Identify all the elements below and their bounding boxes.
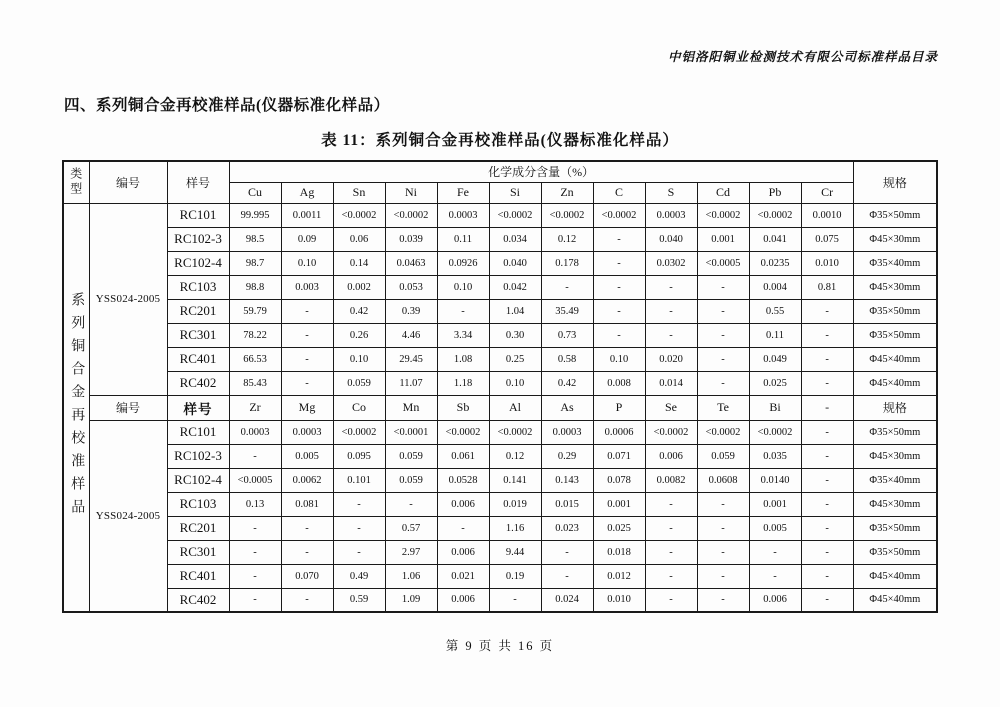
value-cell: 0.42	[541, 371, 593, 395]
value-cell: -	[593, 323, 645, 347]
value-cell: -	[749, 564, 801, 588]
element-header: Cu	[229, 182, 281, 203]
value-cell: 0.025	[749, 371, 801, 395]
value-cell: -	[437, 516, 489, 540]
value-cell: 0.14	[333, 251, 385, 275]
value-cell: 0.11	[749, 323, 801, 347]
table-row	[63, 540, 937, 564]
value-cell: 0.071	[593, 444, 645, 468]
element-header: Co	[333, 395, 385, 420]
sample-column-header: 样号	[167, 161, 229, 203]
value-cell: <0.0002	[541, 203, 593, 227]
value-cell: 11.07	[385, 371, 437, 395]
value-cell: 0.024	[541, 588, 593, 612]
spec-cell: Φ35×50mm	[853, 323, 937, 347]
value-cell: 0.005	[281, 444, 333, 468]
element-header: P	[593, 395, 645, 420]
value-cell: 0.26	[333, 323, 385, 347]
value-cell: -	[697, 347, 749, 371]
value-cell: 0.06	[333, 227, 385, 251]
value-cell: 0.10	[281, 251, 333, 275]
spec-cell: Φ45×40mm	[853, 347, 937, 371]
value-cell: 0.041	[749, 227, 801, 251]
value-cell: -	[489, 588, 541, 612]
element-header: Te	[697, 395, 749, 420]
value-cell: -	[229, 444, 281, 468]
value-cell: 98.5	[229, 227, 281, 251]
sample-number: RC102-4	[167, 251, 229, 275]
value-cell: 0.059	[333, 371, 385, 395]
value-cell: -	[645, 492, 697, 516]
value-cell: -	[593, 299, 645, 323]
spec-column-header: 规格	[853, 395, 937, 420]
value-cell: 0.0003	[541, 420, 593, 444]
value-cell: 0.006	[749, 588, 801, 612]
value-cell: 78.22	[229, 323, 281, 347]
value-cell: <0.0005	[229, 468, 281, 492]
value-cell: 35.49	[541, 299, 593, 323]
spec-cell: Φ35×50mm	[853, 540, 937, 564]
spec-cell: Φ35×40mm	[853, 251, 937, 275]
value-cell: 0.006	[437, 492, 489, 516]
value-cell: -	[801, 540, 853, 564]
value-cell: 0.12	[541, 227, 593, 251]
element-header: Mn	[385, 395, 437, 420]
table-row	[63, 444, 937, 468]
value-cell: -	[229, 564, 281, 588]
table-row	[63, 588, 937, 612]
catalog-number: YSS024-2005	[89, 420, 167, 612]
value-cell: 0.001	[593, 492, 645, 516]
value-cell: 0.081	[281, 492, 333, 516]
table-row	[63, 203, 937, 227]
value-cell: 0.0140	[749, 468, 801, 492]
value-cell: 0.0082	[645, 468, 697, 492]
spec-cell: Φ45×30mm	[853, 444, 937, 468]
id-column-header: 编号	[89, 161, 167, 203]
value-cell: 0.0062	[281, 468, 333, 492]
value-cell: -	[541, 564, 593, 588]
value-cell: -	[645, 516, 697, 540]
value-cell: 0.095	[333, 444, 385, 468]
composition-header: 化学成分含量（%）	[229, 161, 853, 182]
element-header: Sn	[333, 182, 385, 203]
value-cell: 0.0010	[801, 203, 853, 227]
value-cell: -	[645, 299, 697, 323]
value-cell: <0.0002	[333, 420, 385, 444]
value-cell: <0.0002	[385, 203, 437, 227]
table-row	[63, 251, 937, 275]
sample-number: RC301	[167, 323, 229, 347]
value-cell: -	[229, 588, 281, 612]
value-cell: 4.46	[385, 323, 437, 347]
table-row	[63, 564, 937, 588]
value-cell: 0.025	[593, 516, 645, 540]
value-cell: 0.005	[749, 516, 801, 540]
value-cell: -	[697, 323, 749, 347]
value-cell: -	[801, 444, 853, 468]
spec-cell: Φ45×40mm	[853, 371, 937, 395]
value-cell: 0.059	[385, 468, 437, 492]
value-cell: 98.7	[229, 251, 281, 275]
value-cell: 9.44	[489, 540, 541, 564]
value-cell: 3.34	[437, 323, 489, 347]
value-cell: 0.002	[333, 275, 385, 299]
table-row	[63, 275, 937, 299]
value-cell: 0.0235	[749, 251, 801, 275]
value-cell: 0.021	[437, 564, 489, 588]
value-cell: 0.059	[385, 444, 437, 468]
value-cell: <0.0002	[593, 203, 645, 227]
value-cell: 0.09	[281, 227, 333, 251]
value-cell: 0.001	[697, 227, 749, 251]
element-header: Bi	[749, 395, 801, 420]
value-cell: 1.09	[385, 588, 437, 612]
value-cell: -	[645, 588, 697, 612]
value-cell: 0.73	[541, 323, 593, 347]
value-cell: 0.020	[645, 347, 697, 371]
spec-cell: Φ35×50mm	[853, 420, 937, 444]
value-cell: 0.023	[541, 516, 593, 540]
spec-cell: Φ45×30mm	[853, 492, 937, 516]
value-cell: -	[281, 371, 333, 395]
value-cell: -	[801, 468, 853, 492]
table-row	[63, 371, 937, 395]
element-header: S	[645, 182, 697, 203]
value-cell: 0.25	[489, 347, 541, 371]
value-cell: 0.018	[593, 540, 645, 564]
value-cell: -	[281, 299, 333, 323]
element-header: Pb	[749, 182, 801, 203]
value-cell: 0.0003	[645, 203, 697, 227]
table-row	[63, 347, 937, 371]
type-column-header: 类型	[63, 161, 89, 203]
sample-number: RC102-3	[167, 227, 229, 251]
value-cell: 66.53	[229, 347, 281, 371]
header-row-1	[63, 161, 937, 182]
value-cell: 0.019	[489, 492, 541, 516]
value-cell: 0.10	[593, 347, 645, 371]
value-cell: -	[593, 227, 645, 251]
value-cell: 1.16	[489, 516, 541, 540]
value-cell: 0.0003	[229, 420, 281, 444]
value-cell: -	[697, 564, 749, 588]
table-row	[63, 492, 937, 516]
spec-cell: Φ45×30mm	[853, 275, 937, 299]
value-cell: 1.04	[489, 299, 541, 323]
element-header: Ni	[385, 182, 437, 203]
value-cell: 0.29	[541, 444, 593, 468]
spec-cell: Φ45×40mm	[853, 588, 937, 612]
value-cell: 0.10	[489, 371, 541, 395]
value-cell: <0.0002	[333, 203, 385, 227]
value-cell: -	[281, 588, 333, 612]
element-header: As	[541, 395, 593, 420]
mid-header-row	[63, 395, 937, 420]
value-cell: 0.57	[385, 516, 437, 540]
value-cell: 0.0608	[697, 468, 749, 492]
value-cell: -	[801, 492, 853, 516]
value-cell: -	[593, 275, 645, 299]
sample-number: RC402	[167, 588, 229, 612]
value-cell: 0.061	[437, 444, 489, 468]
value-cell: 0.0006	[593, 420, 645, 444]
type-label: 系列铜合金再校准样品	[63, 203, 89, 612]
value-cell: 0.070	[281, 564, 333, 588]
value-cell: -	[385, 492, 437, 516]
value-cell: 0.078	[593, 468, 645, 492]
value-cell: 0.30	[489, 323, 541, 347]
value-cell: -	[697, 371, 749, 395]
value-cell: -	[333, 492, 385, 516]
spec-cell: Φ45×30mm	[853, 227, 937, 251]
value-cell: -	[333, 540, 385, 564]
value-cell: 0.0003	[281, 420, 333, 444]
value-cell: 0.0463	[385, 251, 437, 275]
value-cell: -	[541, 275, 593, 299]
value-cell: 0.55	[749, 299, 801, 323]
value-cell: 0.034	[489, 227, 541, 251]
element-header: Se	[645, 395, 697, 420]
value-cell: 0.59	[333, 588, 385, 612]
value-cell: -	[801, 371, 853, 395]
value-cell: 0.003	[281, 275, 333, 299]
element-header: Sb	[437, 395, 489, 420]
spec-cell: Φ45×40mm	[853, 564, 937, 588]
value-cell: 0.42	[333, 299, 385, 323]
element-header: C	[593, 182, 645, 203]
sample-number: RC301	[167, 540, 229, 564]
value-cell: 98.8	[229, 275, 281, 299]
value-cell: 0.0528	[437, 468, 489, 492]
sample-number: RC103	[167, 275, 229, 299]
value-cell: 0.008	[593, 371, 645, 395]
value-cell: <0.0002	[437, 420, 489, 444]
value-cell: -	[801, 347, 853, 371]
table-row	[63, 323, 937, 347]
value-cell: 0.006	[437, 588, 489, 612]
value-cell: -	[281, 540, 333, 564]
value-cell: -	[593, 251, 645, 275]
value-cell: 1.18	[437, 371, 489, 395]
value-cell: 0.141	[489, 468, 541, 492]
element-header: Ag	[281, 182, 333, 203]
sample-number: RC103	[167, 492, 229, 516]
value-cell: -	[541, 540, 593, 564]
sample-number: RC102-4	[167, 468, 229, 492]
table-row	[63, 420, 937, 444]
value-cell: 0.81	[801, 275, 853, 299]
value-cell: 0.0003	[437, 203, 489, 227]
spec-column-header: 规格	[853, 161, 937, 203]
value-cell: -	[697, 516, 749, 540]
page-number: 第 9 页 共 16 页	[445, 639, 555, 653]
value-cell: <0.0001	[385, 420, 437, 444]
value-cell: -	[697, 492, 749, 516]
value-cell: -	[801, 323, 853, 347]
value-cell: -	[645, 564, 697, 588]
value-cell: -	[801, 420, 853, 444]
value-cell: 0.006	[437, 540, 489, 564]
value-cell: -	[801, 588, 853, 612]
doc-header: 中铝洛阳铜业检测技术有限公司标准样品目录	[667, 50, 938, 64]
value-cell: <0.0002	[749, 203, 801, 227]
value-cell: 0.13	[229, 492, 281, 516]
value-cell: 0.006	[645, 444, 697, 468]
value-cell: 0.10	[333, 347, 385, 371]
element-header: Zn	[541, 182, 593, 203]
spec-cell: Φ35×50mm	[853, 203, 937, 227]
value-cell: 0.010	[593, 588, 645, 612]
value-cell: 0.39	[385, 299, 437, 323]
value-cell: 0.178	[541, 251, 593, 275]
value-cell: -	[281, 347, 333, 371]
value-cell: -	[645, 540, 697, 564]
value-cell: 0.0926	[437, 251, 489, 275]
value-cell: -	[229, 516, 281, 540]
value-cell: -	[801, 564, 853, 588]
spec-cell: Φ35×40mm	[853, 468, 937, 492]
value-cell: -	[749, 540, 801, 564]
value-cell: 0.059	[697, 444, 749, 468]
table-row	[63, 516, 937, 540]
value-cell: 0.040	[645, 227, 697, 251]
value-cell: 1.08	[437, 347, 489, 371]
value-cell: 0.0011	[281, 203, 333, 227]
element-header: Al	[489, 395, 541, 420]
element-header: -	[801, 395, 853, 420]
value-cell: 0.11	[437, 227, 489, 251]
table-row	[63, 299, 937, 323]
sample-number: RC201	[167, 516, 229, 540]
value-cell: -	[281, 516, 333, 540]
value-cell: -	[697, 540, 749, 564]
element-header: Zr	[229, 395, 281, 420]
value-cell: 85.43	[229, 371, 281, 395]
value-cell: 59.79	[229, 299, 281, 323]
value-cell: 0.10	[437, 275, 489, 299]
element-header: Cd	[697, 182, 749, 203]
value-cell: 0.040	[489, 251, 541, 275]
sample-table-body	[63, 203, 937, 612]
sample-number: RC402	[167, 371, 229, 395]
element-header: Si	[489, 182, 541, 203]
value-cell: 0.143	[541, 468, 593, 492]
spec-cell: Φ35×50mm	[853, 516, 937, 540]
value-cell: <0.0002	[489, 203, 541, 227]
value-cell: 1.06	[385, 564, 437, 588]
sample-number: RC401	[167, 347, 229, 371]
value-cell: <0.0002	[645, 420, 697, 444]
value-cell: 0.012	[593, 564, 645, 588]
id-column-header: 编号	[89, 395, 167, 420]
sample-number: RC102-3	[167, 444, 229, 468]
value-cell: 0.035	[749, 444, 801, 468]
value-cell: 0.001	[749, 492, 801, 516]
value-cell: -	[281, 323, 333, 347]
value-cell: <0.0002	[489, 420, 541, 444]
value-cell: 0.010	[801, 251, 853, 275]
element-header: Cr	[801, 182, 853, 203]
table-row	[63, 468, 937, 492]
sample-number: RC101	[167, 203, 229, 227]
value-cell: 99.995	[229, 203, 281, 227]
catalog-number: YSS024-2005	[89, 203, 167, 395]
value-cell: -	[697, 275, 749, 299]
value-cell: -	[801, 299, 853, 323]
value-cell: -	[801, 516, 853, 540]
value-cell: -	[645, 323, 697, 347]
value-cell: <0.0005	[697, 251, 749, 275]
value-cell: 0.075	[801, 227, 853, 251]
value-cell: 0.015	[541, 492, 593, 516]
element-header: Fe	[437, 182, 489, 203]
sample-number: RC401	[167, 564, 229, 588]
value-cell: 0.042	[489, 275, 541, 299]
sample-column-header: 样号	[167, 395, 229, 420]
value-cell: -	[333, 516, 385, 540]
sample-number: RC201	[167, 299, 229, 323]
value-cell: 0.19	[489, 564, 541, 588]
element-header: Mg	[281, 395, 333, 420]
value-cell: 2.97	[385, 540, 437, 564]
value-cell: 0.039	[385, 227, 437, 251]
value-cell: -	[437, 299, 489, 323]
value-cell: <0.0002	[697, 420, 749, 444]
value-cell: 0.0302	[645, 251, 697, 275]
value-cell: 0.101	[333, 468, 385, 492]
spec-cell: Φ35×50mm	[853, 299, 937, 323]
value-cell: 0.12	[489, 444, 541, 468]
table-row	[63, 227, 937, 251]
value-cell: 29.45	[385, 347, 437, 371]
value-cell: <0.0002	[697, 203, 749, 227]
value-cell: -	[697, 299, 749, 323]
value-cell: 0.053	[385, 275, 437, 299]
value-cell: 0.49	[333, 564, 385, 588]
sample-number: RC101	[167, 420, 229, 444]
samples-table	[62, 160, 938, 613]
value-cell: 0.014	[645, 371, 697, 395]
table-title: 表 11：系列铜合金再校准样品(仪器标准化样品）	[321, 132, 679, 149]
value-cell: 0.58	[541, 347, 593, 371]
value-cell: -	[229, 540, 281, 564]
value-cell: 0.049	[749, 347, 801, 371]
value-cell: -	[645, 275, 697, 299]
value-cell: -	[697, 588, 749, 612]
value-cell: <0.0002	[749, 420, 801, 444]
section-heading: 四、系列铜合金再校准样品(仪器标准化样品）	[64, 97, 390, 114]
value-cell: 0.004	[749, 275, 801, 299]
